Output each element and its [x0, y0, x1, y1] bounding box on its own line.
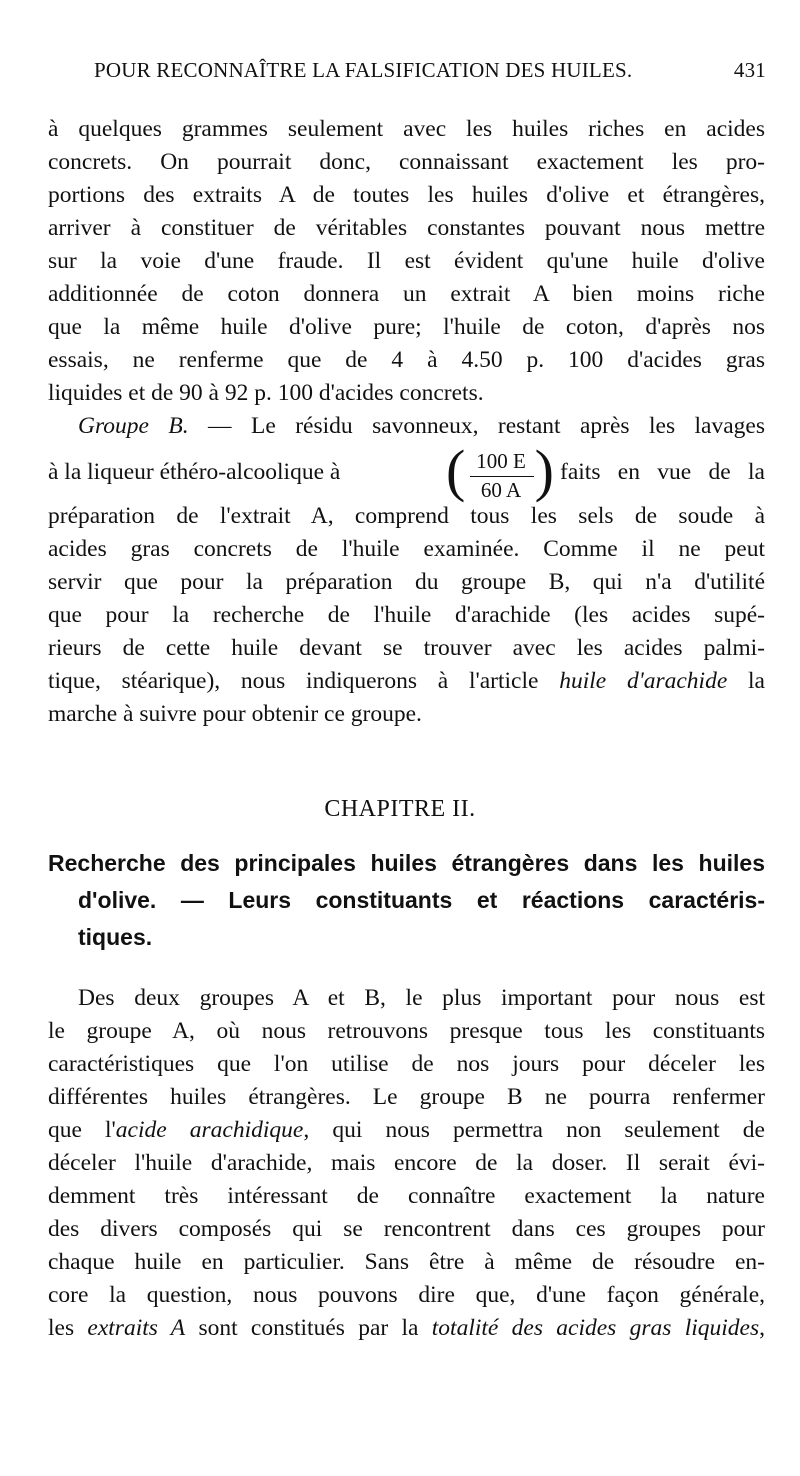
text-line: déceler l'huile d'arachide, mais encore de la doser. Il serait évi-	[48, 1150, 765, 1176]
fraction-numerator: 100 E	[476, 449, 526, 473]
text-line: Des deux groupes A et B, le plus important pour nous est	[78, 985, 765, 1011]
fraction-bar	[470, 476, 534, 477]
text-line: que la même huile d'olive pure; l'huile de coton, d'après nos	[48, 314, 765, 340]
text-line: différentes huiles étrangères. Le groupe B ne pourra renfermer	[48, 1084, 765, 1110]
running-header-title: POUR RECONNAÎTRE LA FALSIFICATION DES HUILES.	[94, 58, 633, 82]
text-line: portions des extraits A de toutes les huiles d'olive et étrangères,	[48, 182, 765, 208]
fraction-line	[48, 438, 765, 505]
fraction	[446, 438, 554, 505]
section-heading-line: d'olive. — Leurs constituants et réactions caractéris-	[78, 887, 765, 913]
text-line: que l'acide arachidique, qui nous permettra non seulement de	[48, 1117, 765, 1143]
section-heading-line: tiques.	[78, 924, 153, 950]
text-line: chaque huile en particulier. Sans être à même de résoudre en-	[48, 1249, 765, 1275]
italic-term: extraits A	[87, 1315, 186, 1341]
groupe-b-label: Groupe B.	[78, 413, 189, 439]
italic-term: acide arachidique	[115, 1117, 304, 1143]
text-segment: faits en vue de la	[560, 459, 765, 485]
text-line: demment très intéressant de connaître exactement la nature	[48, 1183, 765, 1209]
text-line: marche à suivre pour obtenir ce groupe.	[48, 701, 422, 727]
text-line: acides gras concrets de l'huile examinée. Comme il ne peut	[48, 536, 765, 562]
text-line: concrets. On pourrait donc, connaissant exactement les pro-	[48, 149, 765, 175]
text-line: tique, stéarique), nous indiquerons à l'article huile d'arachide la	[48, 668, 765, 694]
text-line: le groupe A, où nous retrouvons presque tous les constituants	[48, 1018, 765, 1044]
text-line: servir que pour la préparation du groupe B, qui n'a d'utilité	[48, 569, 765, 595]
italic-term: huile d'arachide	[559, 668, 728, 694]
text-line: liquides et de 90 à 92 p. 100 d'acides concrets.	[48, 380, 484, 406]
italic-term: totalité des acides gras liquides	[431, 1315, 760, 1341]
right-parenthesis: )	[534, 438, 554, 503]
text-line: Groupe B. — Le résidu savonneux, restant après les lavages	[78, 413, 765, 439]
text-line: les extraits A sont constitués par la totalité des acides gras liquides,	[48, 1315, 766, 1341]
text-line: core la question, nous pouvons dire que, d'une façon générale,	[48, 1282, 765, 1308]
page-number: 431	[733, 58, 766, 82]
text-line: que pour la recherche de l'huile d'arachide (les acides supé-	[48, 602, 765, 628]
section-heading-line: Recherche des principales huiles étrangères dans les huiles	[48, 850, 765, 876]
text-line: des divers composés qui se rencontrent dans ces groupes pour	[48, 1216, 765, 1242]
text-segment: à la liqueur éthéro-alcoolique à	[48, 459, 341, 485]
left-parenthesis: (	[446, 438, 466, 503]
text-line: préparation de l'extrait A, comprend tous les sels de soude à	[48, 503, 765, 529]
text-line: rieurs de cette huile devant se trouver avec les acides palmi-	[48, 635, 765, 661]
text-line: à quelques grammes seulement avec les huiles riches en acides	[48, 116, 765, 142]
text-line: caractéristiques que l'on utilise de nos jours pour déceler les	[48, 1051, 765, 1077]
fraction-denominator: 60 A	[480, 478, 522, 502]
chapter-title: CHAPITRE II.	[324, 796, 476, 822]
text-line: arriver à constituer de véritables constantes pouvant nous mettre	[48, 215, 765, 241]
text-line: essais, ne renferme que de 4 à 4.50 p. 100 d'acides gras	[48, 347, 765, 373]
text-line: additionnée de coton donnera un extrait A bien moins riche	[48, 281, 765, 307]
text-line: sur la voie d'une fraude. Il est évident qu'une huile d'olive	[48, 248, 765, 274]
